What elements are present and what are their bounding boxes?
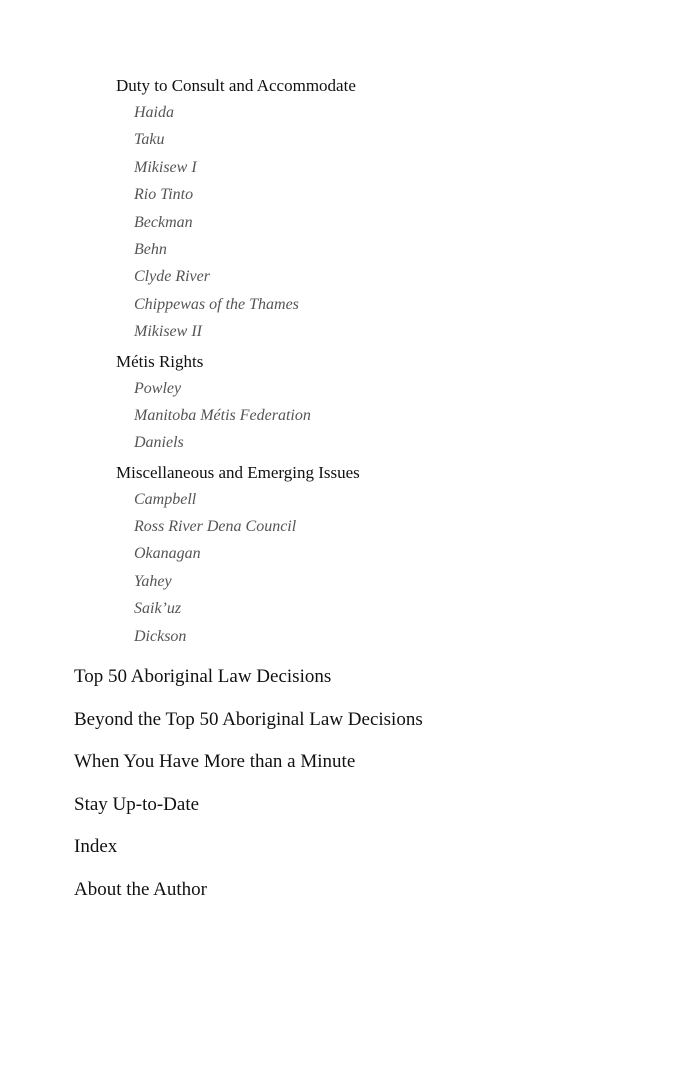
- case-entry[interactable]: Saik’uz: [134, 600, 182, 618]
- case-entry[interactable]: Beckman: [134, 213, 193, 231]
- chapter-entry-about-the-author[interactable]: About the Author: [74, 878, 207, 900]
- case-entry[interactable]: Manitoba Métis Federation: [134, 406, 311, 424]
- section-title[interactable]: Duty to Consult and Accommodate: [116, 76, 356, 95]
- toc-section-duty-to-consult: [116, 74, 676, 346]
- section-title[interactable]: Miscellaneous and Emerging Issues: [116, 462, 360, 482]
- case-entry[interactable]: Dickson: [134, 627, 187, 645]
- case-list: [116, 98, 676, 346]
- chapter-entry-more-than-a-minute[interactable]: When You Have More than a Minute: [74, 751, 356, 772]
- case-entry[interactable]: Daniels: [134, 434, 184, 452]
- chapter-entry-top-50[interactable]: Top 50 Aboriginal Law Decisions: [74, 666, 332, 687]
- case-entry[interactable]: Haida: [134, 104, 174, 121]
- section-title[interactable]: Métis Rights: [116, 351, 204, 371]
- toc-sections: [116, 74, 676, 650]
- toc-section-miscellaneous: [116, 461, 676, 650]
- toc-chapter-list: [74, 664, 674, 919]
- case-entry[interactable]: Rio Tinto: [134, 186, 194, 204]
- case-entry[interactable]: Powley: [134, 379, 182, 397]
- case-entry[interactable]: Mikisew I: [134, 158, 197, 176]
- case-entry[interactable]: Ross River Dena Council: [134, 518, 297, 536]
- case-entry[interactable]: Campbell: [134, 490, 197, 508]
- toc-section-metis-rights: [116, 350, 676, 457]
- case-list: [116, 374, 676, 457]
- case-entry[interactable]: Taku: [134, 131, 165, 149]
- case-entry[interactable]: Clyde River: [134, 268, 210, 286]
- case-entry[interactable]: Okanagan: [134, 545, 201, 563]
- chapter-entry-index[interactable]: Index: [74, 836, 118, 857]
- case-entry[interactable]: Chippewas of the Thames: [134, 295, 299, 313]
- case-entry[interactable]: Mikisew II: [134, 323, 202, 341]
- case-entry[interactable]: Yahey: [134, 572, 172, 590]
- case-list: [116, 485, 676, 650]
- case-entry[interactable]: Behn: [134, 240, 167, 258]
- chapter-entry-stay-up-to-date[interactable]: Stay Up-to-Date: [74, 793, 200, 815]
- chapter-entry-beyond-top-50[interactable]: Beyond the Top 50 Aboriginal Law Decisions: [74, 708, 423, 730]
